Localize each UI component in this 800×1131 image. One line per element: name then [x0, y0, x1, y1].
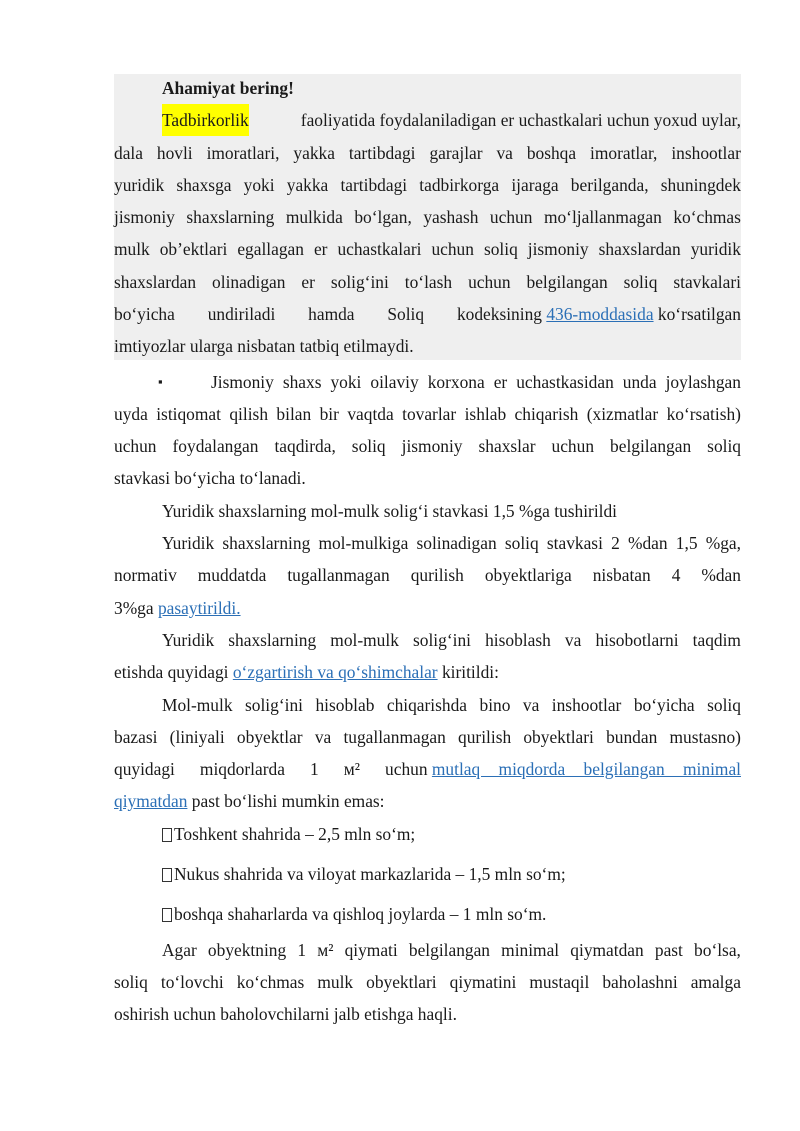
notice-line-2: dala hovli imoratlari, yakka tartibdagi garajlar va boshqa imoratlar, inshootlar: [114, 143, 741, 163]
notice-text: faoliyatida foydalaniladigan er uchastkalari uchun yoxud uylar,: [300, 110, 741, 130]
rate-heading: Yuridik shaxslarning mol-mulk solig‘i stavkasi 1,5 %ga tushirildi: [162, 501, 618, 521]
rate-line-1: Yuridik shaxslarning mol-mulkiga solinadigan soliq stavkasi 2 %dan 1,5 %ga,: [162, 533, 741, 553]
notice-text: bo‘yicha: [114, 304, 175, 324]
bullet-line-3: uchun foydalangan taqdirda, soliq jismoniy shaxslar uchun belgilangan soliq: [114, 436, 741, 456]
final-line-3: oshirish uchun baholovchilarni jalb etishga haqli.: [114, 1004, 457, 1024]
minimal-value-link[interactable]: mutlaq miqdorda belgilangan minimal: [431, 759, 741, 779]
minimal-value-link-cont[interactable]: qiymatdan: [114, 791, 188, 811]
base-line-3: quyidagi miqdorlarda 1 м² uchun mutlaq miqdorda belgilangan minimal: [114, 759, 741, 779]
base-line-1: Mol-mulk solig‘ini hisoblab chiqarishda bino va inshootlar bo‘yicha soliq: [162, 695, 741, 715]
notice-line-1: [162, 104, 741, 136]
reduced-link[interactable]: pasaytirildi.: [157, 598, 241, 618]
rate-line-3: 3%ga pasaytirildi.: [114, 598, 241, 618]
highlighted-word: Tadbirkorlik: [162, 104, 249, 136]
base-line-4: qiymatdan past bo‘lishi mumkin emas:: [114, 791, 385, 811]
bullet-line-2: uyda istiqomat qilish bilan bir vaqtda tovarlar ishlab chiqarish (xizmatlar ko‘rsatish): [114, 404, 741, 424]
list-item: Toshkent shahrida – 2,5 mln so‘m;: [162, 818, 415, 850]
list-item: boshqa shaharlarda va qishloq joylarda – 1 mln so‘m.: [162, 898, 546, 930]
notice-line-4: jismoniy shaxslarning mulkida bo‘lgan, yashash uchun mo‘ljallanmagan ko‘chmas: [114, 207, 741, 227]
amendments-link[interactable]: o‘zgartirish va qo‘shimchalar: [232, 662, 438, 682]
notice-line-7: bo‘yicha undiriladi hamda Soliq kodeksining 436-moddasida ko‘rsatilgan: [114, 298, 741, 330]
bullet-line-1: Jismoniy shaxs yoki oilaviy korxona er uchastkasidan unda joylashgan: [211, 372, 741, 392]
notice-title: Ahamiyat bering!: [162, 78, 294, 98]
list-item: Nukus shahrida va viloyat markazlarida – 1,5 mln so‘m;: [162, 858, 566, 890]
missing-glyph-icon: [162, 828, 172, 842]
notice-line-3: yuridik shaxsga yoki yakka tartibdagi tadbirkorga ijaraga berilganda, shuningdek: [114, 175, 741, 195]
bullet-marker: ▪: [158, 374, 163, 389]
missing-glyph-icon: [162, 868, 172, 882]
missing-glyph-icon: [162, 908, 172, 922]
article-436-link[interactable]: 436-moddasida: [546, 304, 654, 324]
final-line-2: soliq to‘lovchi ko‘chmas mulk obyektlari qiymatini mustaqil baholashni amalga: [114, 972, 741, 992]
final-line-1: Agar obyektning 1 м² qiymati belgilangan minimal qiymatdan past bo‘lsa,: [162, 940, 741, 960]
notice-line-5: mulk ob’ektlari egallagan er uchastkalari uchun soliq jismoniy shaxslardan yuridik: [114, 239, 741, 259]
notice-line-6: shaxslardan olinadigan er solig‘ini to‘lash uchun belgilangan soliq stavkalari: [114, 272, 741, 292]
notice-line-8: imtiyozlar ularga nisbatan tatbiq etilmaydi.: [114, 336, 414, 356]
bullet-line-4: stavkasi bo‘yicha to‘lanadi.: [114, 468, 306, 488]
changes-line-1: Yuridik shaxslarning mol-mulk solig‘ini hisoblash va hisobotlarni taqdim: [162, 630, 741, 650]
rate-line-2: normativ muddatda tugallanmagan qurilish obyektlariga nisbatan 4 %dan: [114, 565, 741, 585]
changes-line-2: etishda quyidagi o‘zgartirish va qo‘shimchalar kiritildi:: [114, 662, 499, 682]
base-line-2: bazasi (liniyali obyektlar va tugallanmagan qurilish obyektlari bundan mustasno): [114, 727, 741, 747]
